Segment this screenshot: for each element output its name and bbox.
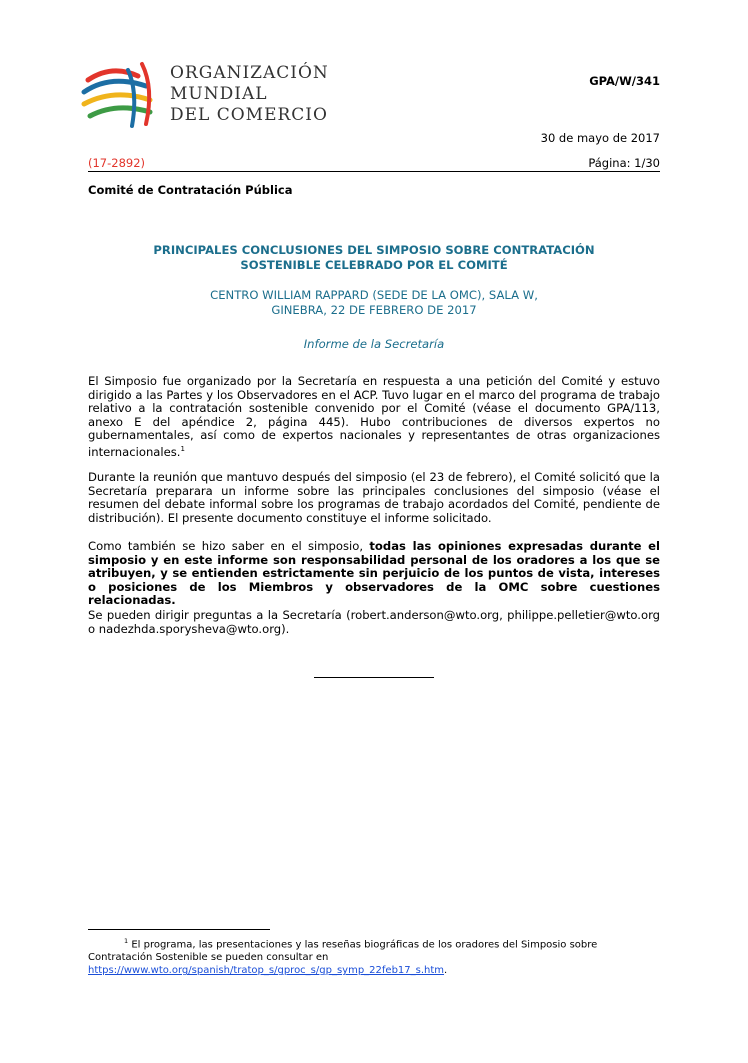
location-line-2: GINEBRA, 22 DE FEBRERO DE 2017 [271,303,477,317]
org-name-line-3: DEL COMERCIO [170,105,328,125]
paragraph-3-disclaimer: todas las opiniones expresadas durante el simposio y en este informe son responsabilidad personal de los oradores a los que se atribuyen, y se entienden estrictamente sin perjuicio de los puntos de vista, intereses o posiciones de los Miembros y observadores de la OMC sobre cuestiones relacionadas. [88,539,660,608]
paragraph-4: Se pueden dirigir preguntas a la Secretaría (robert.anderson@wto.org, philippe.pelletier@wto.org o nadezhda.sporysheva@wto.org). [88,608,660,636]
report-subtitle: Informe de la Secretaría [303,337,445,351]
org-name-line-1: ORGANIZACIÓN [170,63,329,83]
document-number: (17-2892) [88,156,146,170]
paragraph-2: Durante la reunión que mantuvo después del simposio (el 23 de febrero), el Comité solicitó que la Secretaría preparara un informe sobre las principales conclusiones del simposio (véase el resumen del debate informal sobre los programas de trabajo acordados del Comité, pendiente de distribución). El presente documento constituye el informe solicitado. [88,470,660,525]
page-indicator: Página: 1/30 [588,156,660,170]
paragraph-1 [88,375,660,459]
end-separator [314,677,434,678]
org-name-line-2: MUNDIAL [170,84,268,104]
wto-logo [80,58,330,133]
footnote-number: 1 [124,937,129,945]
event-location [88,288,660,318]
footnote-divider [88,929,270,930]
title-line-1: PRINCIPALES CONCLUSIONES DEL SIMPOSIO SOBRE CONTRATACIÓN [153,243,595,257]
document-symbol: GPA/W/341 [589,74,660,88]
footnote-ref[interactable]: 1 [180,444,185,453]
document-date: 30 de mayo de 2017 [540,131,660,145]
title-line-2: SOSTENIBLE CELEBRADO POR EL COMITÉ [240,258,508,272]
paragraph-3-text: Como también se hizo saber en el simposio, [88,539,370,553]
footnote-text: El programa, las presentaciones y las reseñas biográficas de los oradores del Simposio sobre Contratación Sostenible se pueden consultar en [88,939,598,964]
footnote-link[interactable]: https://www.wto.org/spanish/tratop_s/gproc_s/gp_symp_22feb17_s.htm [88,965,445,977]
footnote [88,935,628,977]
document-title [88,243,660,273]
paragraph-1-text: El Simposio fue organizado por la Secretaría en respuesta a una petición del Comité y estuvo dirigido a las Partes y los Observadores en el ACP. Tuvo lugar en el marco del programa de trabajo relativo a la contratación sostenible convenido por el Comité (véase el documento GPA/113, anexo E del apéndice 2, página 445). Hubo contribuciones de diversos expertos no gubernamentales, así como de expertos nacionales y representantes de otras organizaciones internacionales. [88,374,660,459]
footnote-end: . [444,965,448,977]
paragraph-3 [88,540,660,608]
committee-name: Comité de Contratación Pública [88,183,293,197]
header-divider [88,171,660,172]
wto-logo-icon [80,58,160,133]
location-line-1: CENTRO WILLIAM RAPPARD (SEDE DE LA OMC), SALA W, [210,288,538,302]
